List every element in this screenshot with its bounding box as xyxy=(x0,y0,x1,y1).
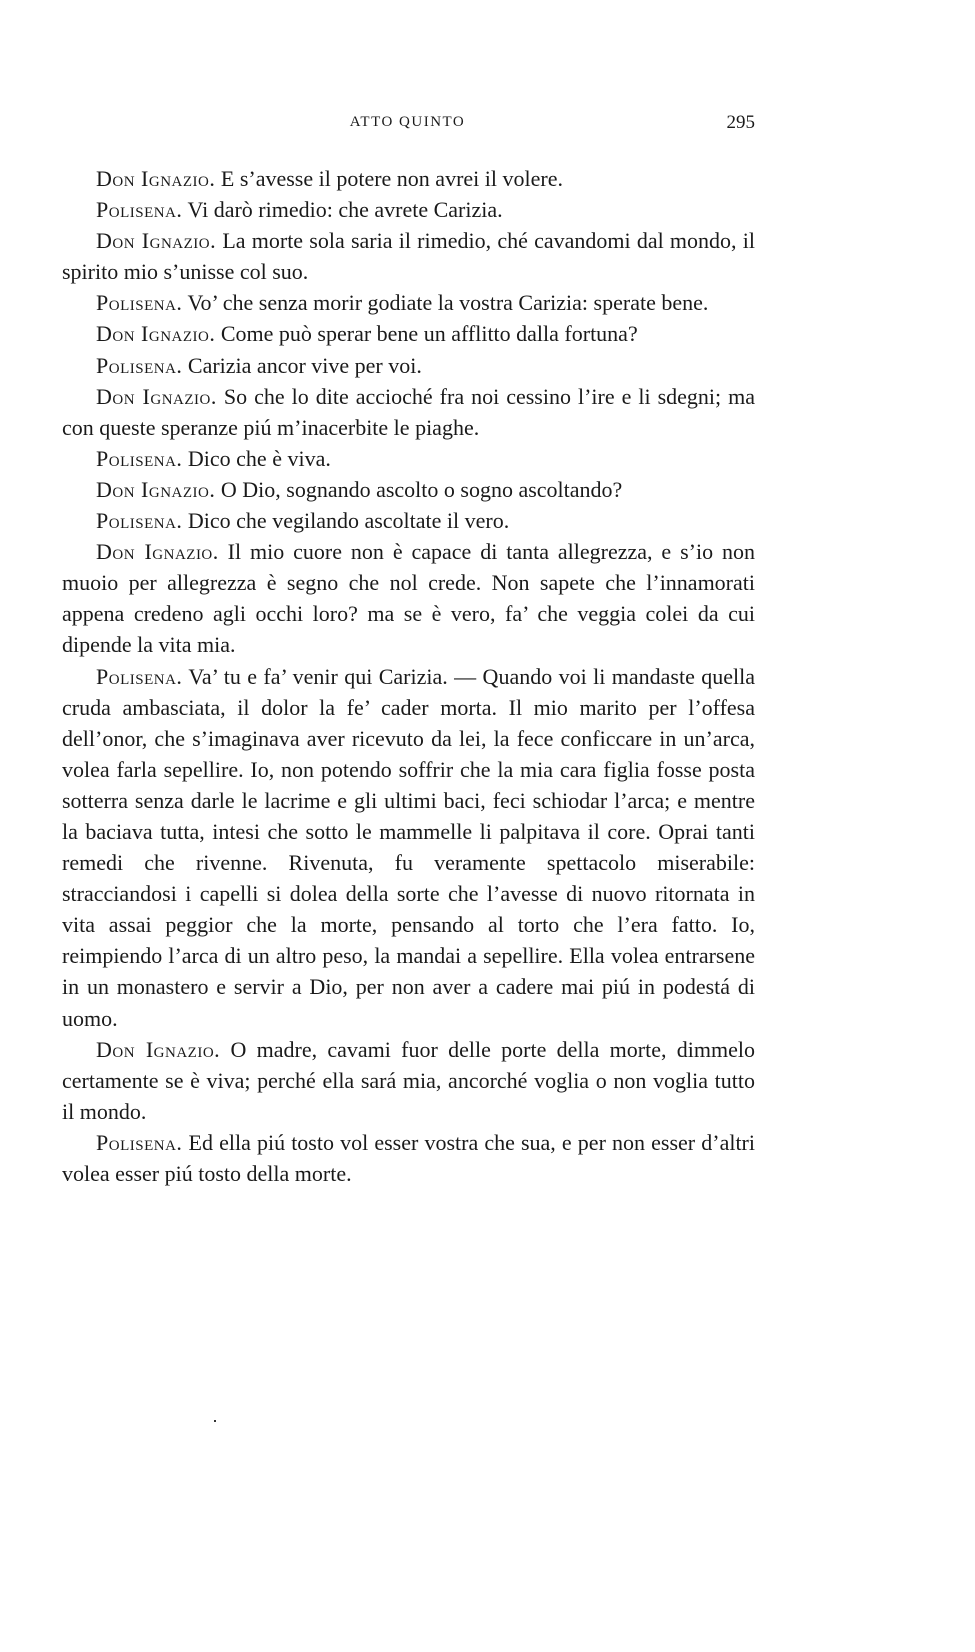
speaker-name: Polisena. xyxy=(96,352,183,378)
speech-text: Vo’ che senza morir godiate la vostra Carizia: sperate bene. xyxy=(182,290,709,316)
speech-text: O Dio, sognando ascolto o sogno ascoltando? xyxy=(215,476,623,502)
speech-text: Come può sperar bene un afflitto dalla fortuna? xyxy=(215,321,638,347)
dialogue-paragraph xyxy=(62,1034,755,1127)
dialogue-paragraph xyxy=(62,505,755,536)
speaker-name: Don Ignazio. xyxy=(96,321,216,347)
dialogue-text xyxy=(62,163,755,1189)
dialogue-paragraph xyxy=(62,474,755,505)
speech-text: Dico che vegilando ascoltate il vero. xyxy=(182,508,510,534)
speech-text: Il mio cuore non è capace di tanta allegrezza, e s’io non muoio per allegrezza è segno che nol crede. Non sapete che l’innamorati appena credeno agli occhi loro? ma se è vero, fa’ che veggia colei da cui dipende la vita mia. xyxy=(62,539,755,658)
dialogue-paragraph xyxy=(62,661,755,1034)
page-number: 295 xyxy=(726,112,755,133)
speaker-name: Polisena. xyxy=(96,290,183,316)
dialogue-paragraph xyxy=(62,194,755,225)
print-speck xyxy=(214,1420,216,1422)
speech-text: Dico che è viva. xyxy=(182,445,331,471)
dialogue-paragraph xyxy=(62,318,755,349)
dialogue-paragraph xyxy=(62,443,755,474)
page-header xyxy=(60,110,755,140)
running-title: ATTO QUINTO xyxy=(349,114,466,130)
speaker-name: Don Ignazio. xyxy=(96,166,216,191)
dialogue-paragraph xyxy=(62,225,755,287)
dialogue-paragraph xyxy=(62,1127,755,1189)
dialogue-paragraph xyxy=(62,536,755,660)
speaker-name: Don Ignazio. xyxy=(96,228,217,254)
speaker-name: Don Ignazio. xyxy=(96,476,216,502)
speech-text: La morte sola saria il rimedio, ché cavandomi dal mondo, il spirito mio s’unisse col suo. xyxy=(62,228,755,285)
speaker-name: Don Ignazio. xyxy=(96,1036,221,1062)
speech-text: Va’ tu e fa’ venir qui Carizia. — Quando voi li mandaste quella cruda ambasciata, il dolor la fe’ cader morta. Il mio marito per l’offesa dell’onor, che s’imaginava aver ricevuto da lei, la fece conficcare in un’arca, volea farla sepellire. Io, non potendo soffrir che la mia cara figlia fosse posta sotterra senza darle le lacrime e gli ultimi baci, feci schiodar l’arca; e mentre la baciava tutta, intesi che sotto le mammelle li palpitava il core. Oprai tanti remedi che rivenne. Rivenuta, fu veramente spettacolo miserabile: stracciandosi i capelli si dolea della sorte che l’avesse di nuovo ritornata in vita assai peggior che la morte, pensando al torto che l’era fatto. Io, reimpiendo l’arca di un altro peso, la mandai a sepellire. Ella volea entrarsene in un monastero e servir a Dio, per non aver a cadere mai piú in podestá di uomo. xyxy=(62,663,755,1031)
speaker-name: Polisena. xyxy=(96,1129,183,1155)
speech-text: E s’avesse il potere non avrei il volere. xyxy=(215,166,563,191)
dialogue-paragraph xyxy=(62,350,755,381)
speaker-name: Polisena. xyxy=(96,197,183,223)
speaker-name: Polisena. xyxy=(96,508,183,534)
speaker-name: Don Ignazio. xyxy=(96,383,217,409)
speech-text: O madre, cavami fuor delle porte della morte, dimmelo certamente se è viva; perché ella sará mia, ancorché voglia o non voglia tutto il mondo. xyxy=(62,1036,755,1124)
speaker-name: Polisena. xyxy=(96,663,183,689)
speech-text: Vi darò rimedio: che avrete Carizia. xyxy=(182,197,503,223)
dialogue-paragraph xyxy=(62,163,755,194)
speaker-name: Polisena. xyxy=(96,445,183,471)
speaker-name: Don Ignazio. xyxy=(96,539,219,565)
speech-text: Carizia ancor vive per voi. xyxy=(182,352,422,378)
speech-text: Ed ella piú tosto vol esser vostra che sua, e per non esser d’altri volea esser piú tosto della morte. xyxy=(62,1129,755,1186)
dialogue-paragraph xyxy=(62,287,755,318)
dialogue-paragraph xyxy=(62,381,755,443)
speech-text: So che lo dite accioché fra noi cessino l’ire e li sdegni; ma con queste speranze piú m’inacerbite le piaghe. xyxy=(62,383,756,440)
